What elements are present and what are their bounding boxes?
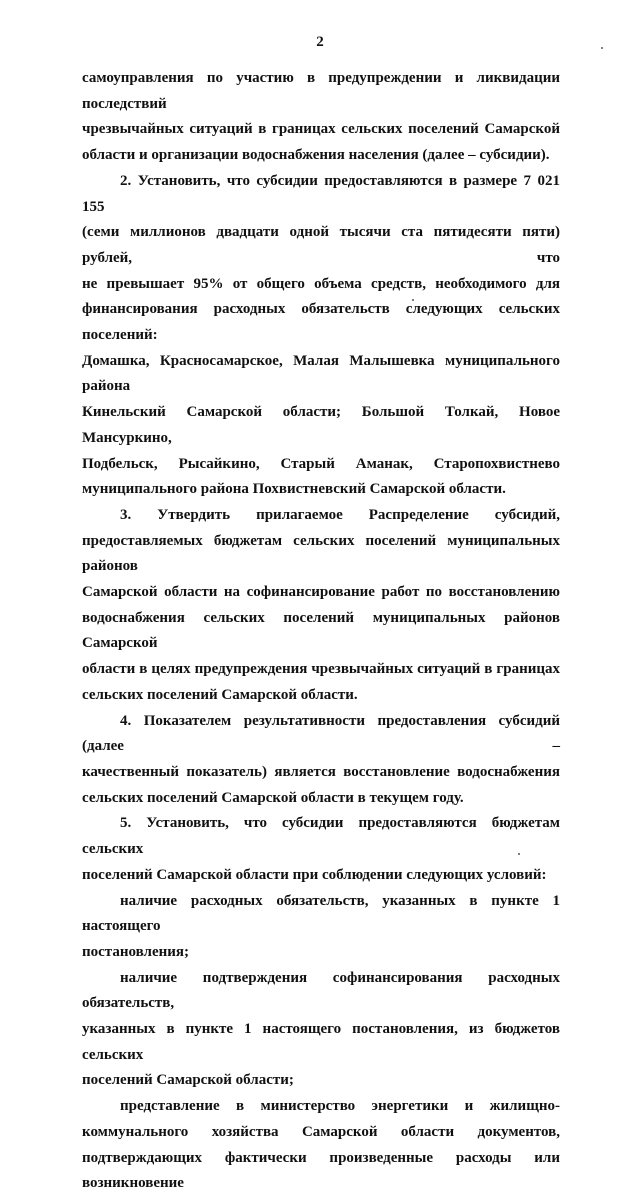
page-number: 2 [316,34,324,50]
text-line: указанных в пункте 1 настоящего постановления, из бюджетов сельских [82,1021,560,1063]
text-line: коммунального хозяйства Самарской области документов, [82,1123,560,1140]
text-line: качественный показатель) является восстановление водоснабжения [82,763,560,780]
text-line: муниципального района Похвистневский Самарской области. [82,481,506,498]
text-line: чрезвычайных ситуаций в границах сельских поселений Самарской [82,121,560,138]
scan-speck [601,47,603,49]
text-line: представление в министерство энергетики и жилищно- [120,1098,560,1115]
paragraph [82,966,560,1095]
text-line: предоставляемых бюджетам сельских поселений муниципальных районов [82,532,560,575]
document-body [82,66,560,1197]
paragraph [82,709,560,812]
text-line: финансирования расходных обязательств следующих сельских поселений: [82,301,560,344]
paragraph [82,811,560,888]
text-line: поселений Самарской области; [82,1072,294,1089]
text-line: 2. Установить, что субсидии предоставляются в размере 7 021 155 [82,172,560,215]
text-line: 3. Утвердить прилагаемое Распределение субсидий, [120,506,560,523]
text-line: области в целях предупреждения чрезвычайных ситуаций в границах [82,661,560,678]
paragraph [82,1094,560,1197]
text-line: подтверждающих фактически произведенные расходы или возникновение [82,1149,560,1192]
scan-speck [412,299,414,301]
text-line: (семи миллионов двадцати одной тысячи ста пятидесяти пяти) рублей, что [82,224,560,266]
paragraph [82,66,560,169]
text-line: наличие подтверждения софинансирования расходных обязательств, [82,969,560,1012]
text-line: поселений Самарской области при соблюдении следующих условий: [82,866,547,883]
text-line: самоуправления по участию в предупреждении и ликвидации последствий [82,70,560,112]
text-line: Кинельский Самарской области; Большой Толкай, Новое Мансуркино, [82,404,560,446]
paragraph [82,169,560,503]
text-line: Самарской области на софинансирование работ по восстановлению [82,584,560,601]
scan-speck [518,853,520,855]
text-line: Домашка, Красносамарское, Малая Малышевка муниципального района [82,352,560,395]
text-line: Подбельск, Рысайкино, Старый Аманак, Старопохвистнево [82,455,560,472]
text-line: сельских поселений Самарской области в текущем году. [82,789,464,806]
text-line: 5. Установить, что субсидии предоставляются бюджетам сельских [82,815,560,858]
text-line: сельских поселений Самарской области. [82,686,358,703]
text-line: не превышает 95% от общего объема средств, необходимого для [82,275,560,292]
text-line: наличие расходных обязательств, указанных в пункте 1 настоящего [82,892,560,935]
paragraph [82,503,560,709]
text-line: постановления; [82,943,189,960]
text-line: водоснабжения сельских поселений муниципальных районов Самарской [82,609,560,652]
text-line: области и организации водоснабжения населения (далее – субсидии). [82,147,550,164]
text-line: 4. Показателем результативности предоставления субсидий (далее – [82,712,560,755]
paragraph [82,889,560,966]
